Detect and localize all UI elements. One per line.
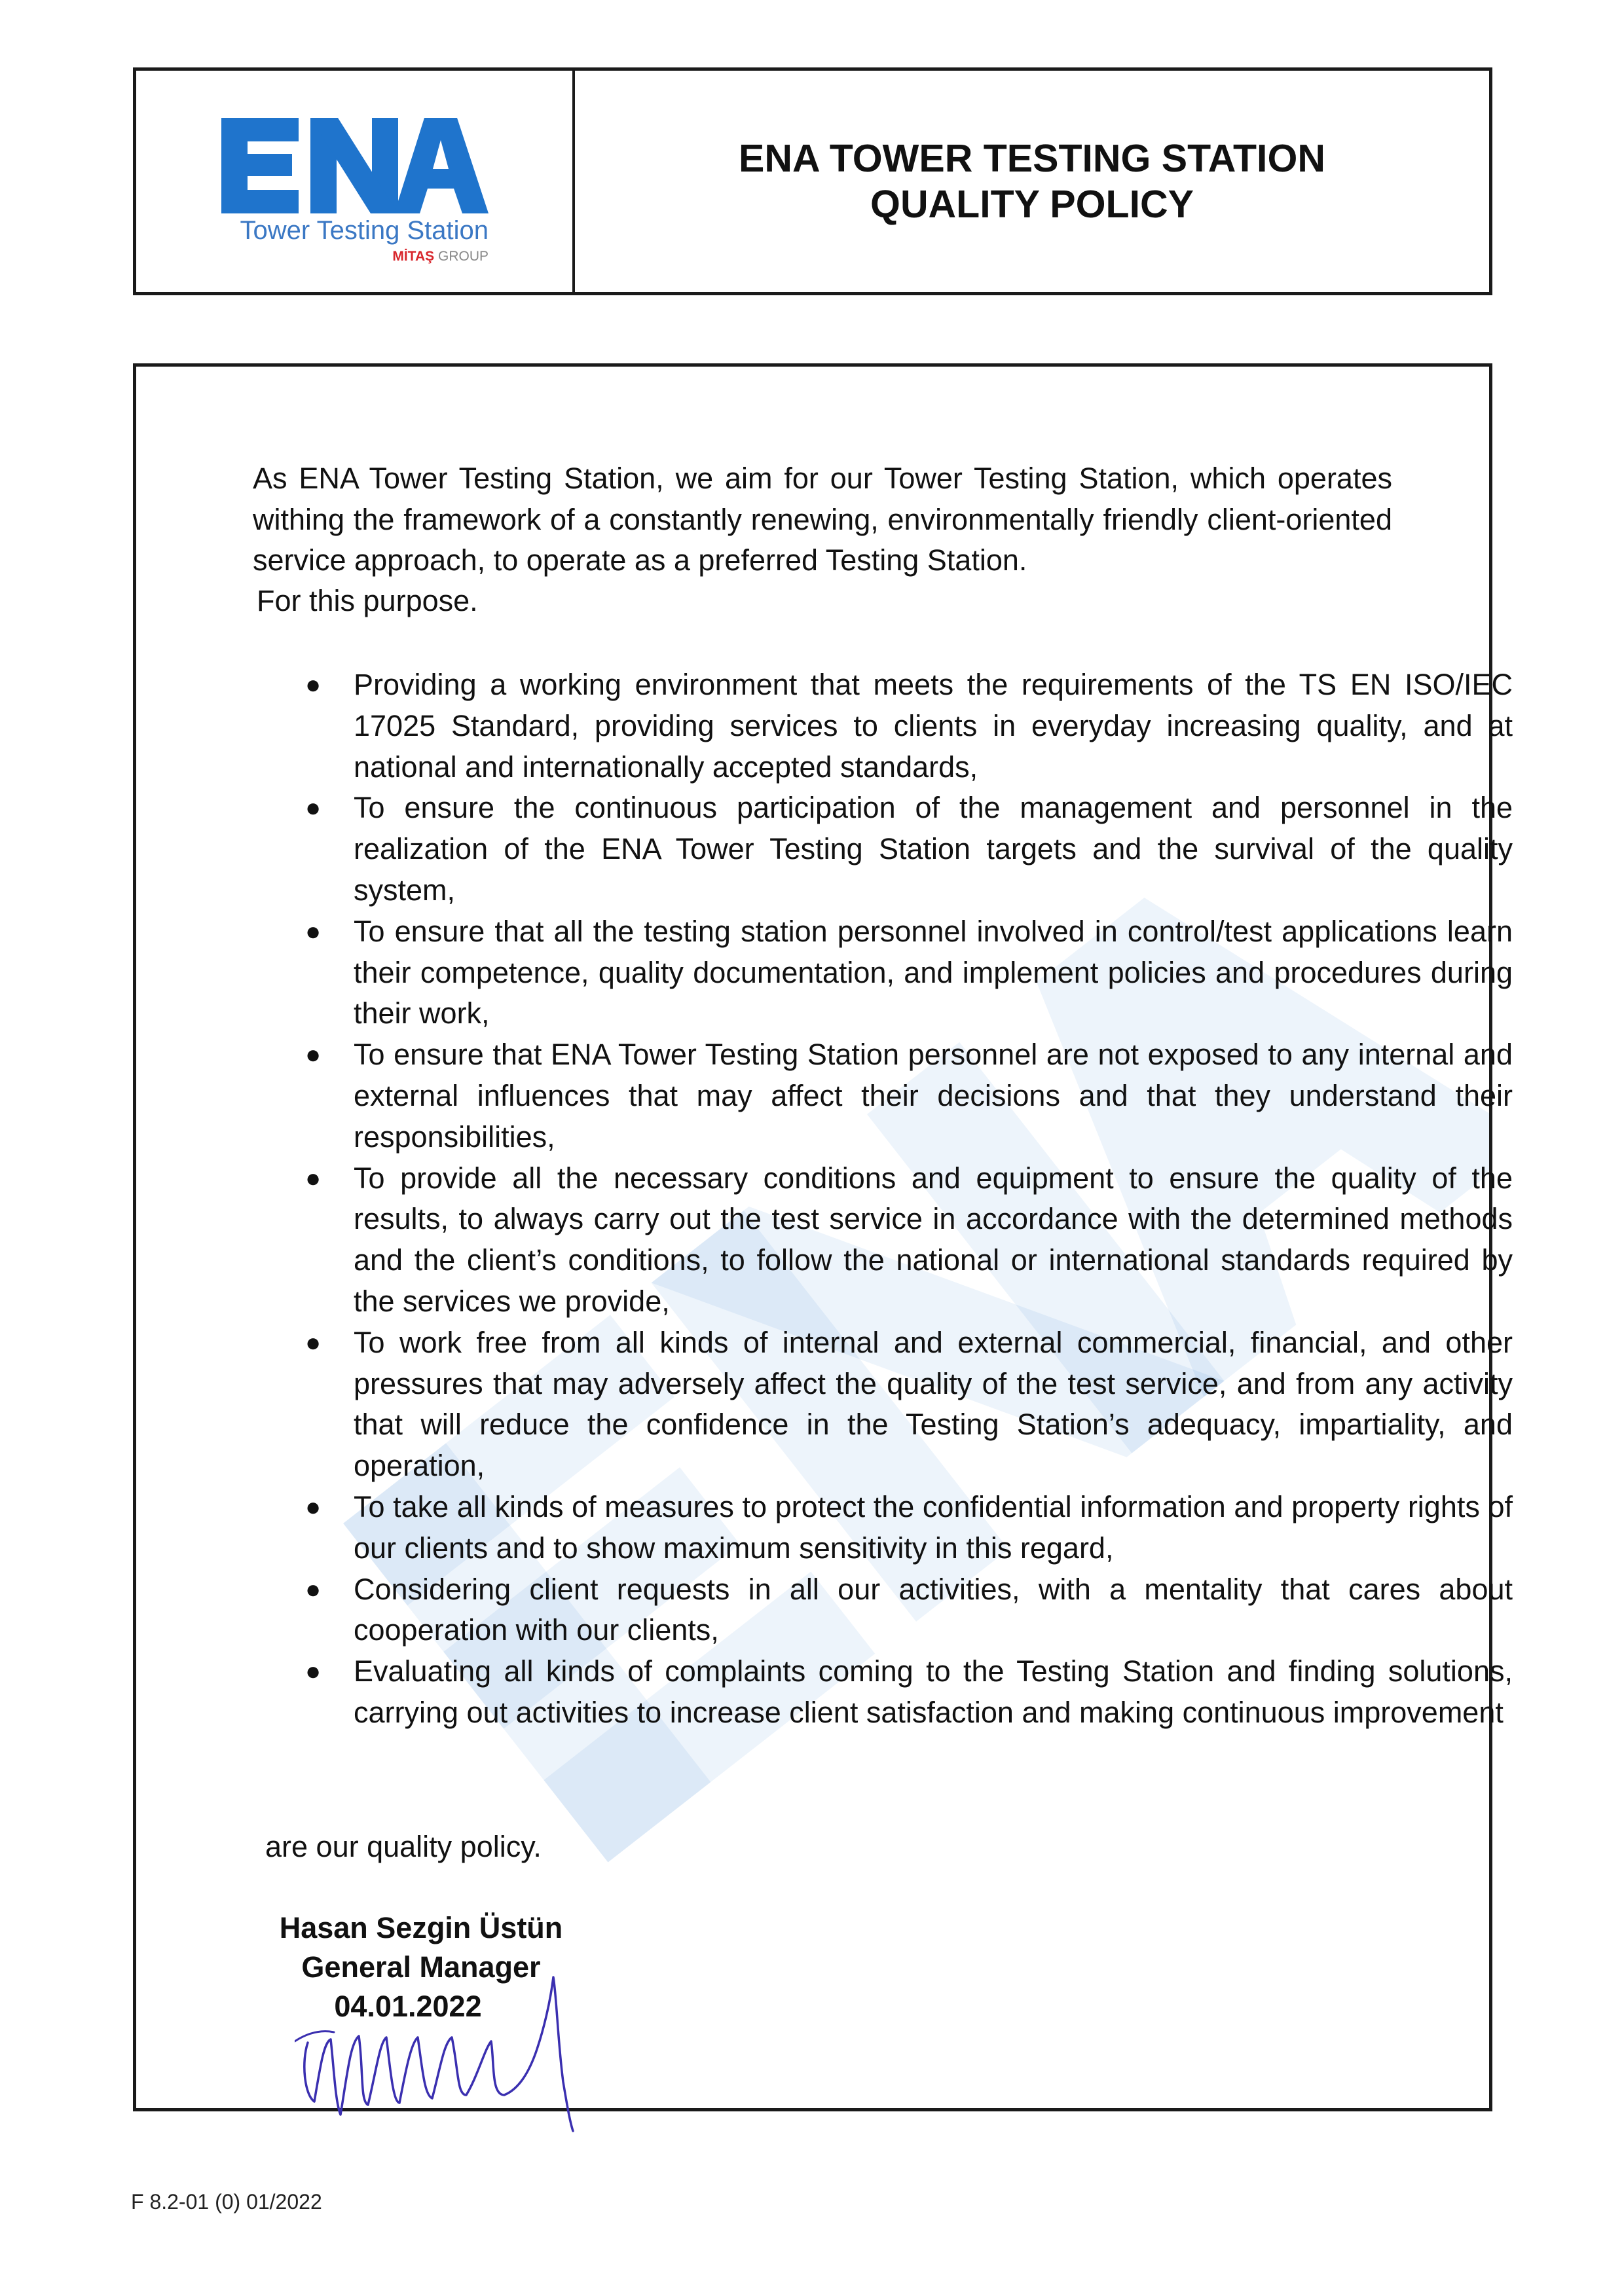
logo-group [223, 249, 489, 264]
list-item [136, 1487, 1513, 1569]
list-item [136, 788, 1513, 911]
policy-body-box [133, 363, 1513, 2111]
bullet-icon: ● [305, 793, 322, 823]
signatory-title: General Manager [301, 1950, 541, 1984]
handwritten-signature [295, 1964, 583, 2134]
list-item-text: Considering client requests in all our activities, with a mentality that cares about cooperation with our clients, [354, 1572, 1513, 1647]
bullet-icon: ● [305, 670, 322, 699]
list-item-text: Providing a working environment that meets the requirements of the TS EN ISO/IEC 17025 Standard, providing services to clients in everyday increasing quality, and at national and internationally accepted standards, [354, 668, 1513, 784]
list-item [136, 1158, 1513, 1322]
closing-line: are our quality policy. [265, 1830, 542, 1863]
title-cell [575, 71, 1489, 292]
bullet-icon: ● [305, 1575, 322, 1604]
signatory-name: Hasan Sezgin Üstün [279, 1911, 563, 1944]
signature-date: 04.01.2022 [334, 1990, 482, 2023]
logo-subtitle: Tower Testing Station [240, 216, 489, 245]
list-item [136, 1651, 1513, 1734]
form-code: F 8.2-01 (0) 01/2022 [131, 2190, 322, 2214]
list-item-text: To ensure that all the testing station personnel involved in control/test applications learn their competence, quality documentation, and implement policies and procedures during their work, [354, 914, 1513, 1030]
document-header [133, 67, 1492, 295]
bullet-icon: ● [305, 1328, 322, 1357]
list-item-text: To take all kinds of measures to protect the confidential information and property rights of our clients and to show maximum sensitivity in this regard, [354, 1489, 1513, 1565]
logo-group-brand: MİTAŞ [392, 249, 435, 264]
list-item [136, 911, 1513, 1034]
list-item-text: To ensure that ENA Tower Testing Station personnel are not exposed to any internal and external influences that may affect their decisions and that they understand their responsibilities, [354, 1038, 1513, 1154]
purpose-line: For this purpose. [257, 584, 478, 617]
bullet-icon: ● [305, 1163, 322, 1193]
intro-paragraph: As ENA Tower Testing Station, we aim for our Tower Testing Station, which operates withing the framework of a constantly renewing, environmentally friendly client-oriented service approach, to operate as a preferred Testing Station. [253, 462, 1392, 577]
document-title-line1: ENA TOWER TESTING STATION [739, 137, 1325, 180]
logo-group-suffix: GROUP [437, 249, 489, 264]
list-item [136, 1322, 1513, 1487]
list-item-text: Evaluating all kinds of complaints coming to the Testing Station and finding solutions, carrying out activities to increase client satisfaction and making continuous improvement [354, 1654, 1513, 1729]
bullet-icon: ● [305, 1040, 322, 1070]
list-item-text: To provide all the necessary conditions and equipment to ensure the quality of the results, to always carry out the test service in accordance with the determined methods and the client’s conditions, to follow the national or international standards required by the services we provide, [354, 1161, 1513, 1318]
ena-logo [221, 118, 489, 213]
list-item-text: To ensure the continuous participation of the management and personnel in the realization of the ENA Tower Testing Station targets and the survival of the quality system, [354, 791, 1513, 907]
logo-cell [136, 71, 575, 292]
policy-list [136, 665, 1513, 1734]
bullet-icon: ● [305, 917, 322, 946]
list-item [136, 665, 1513, 788]
list-item [136, 1569, 1513, 1652]
bullet-icon: ● [305, 1657, 322, 1686]
list-item-text: To work free from all kinds of internal and external commercial, financial, and other pressures that may adversely affect the quality of the test service, and from any activity that will reduce the confidence in the Testing Station’s adequacy, impartiality, and operation, [354, 1325, 1513, 1483]
document-title-line2: QUALITY POLICY [870, 183, 1194, 226]
list-item [136, 1034, 1513, 1157]
bullet-icon: ● [305, 1492, 322, 1522]
